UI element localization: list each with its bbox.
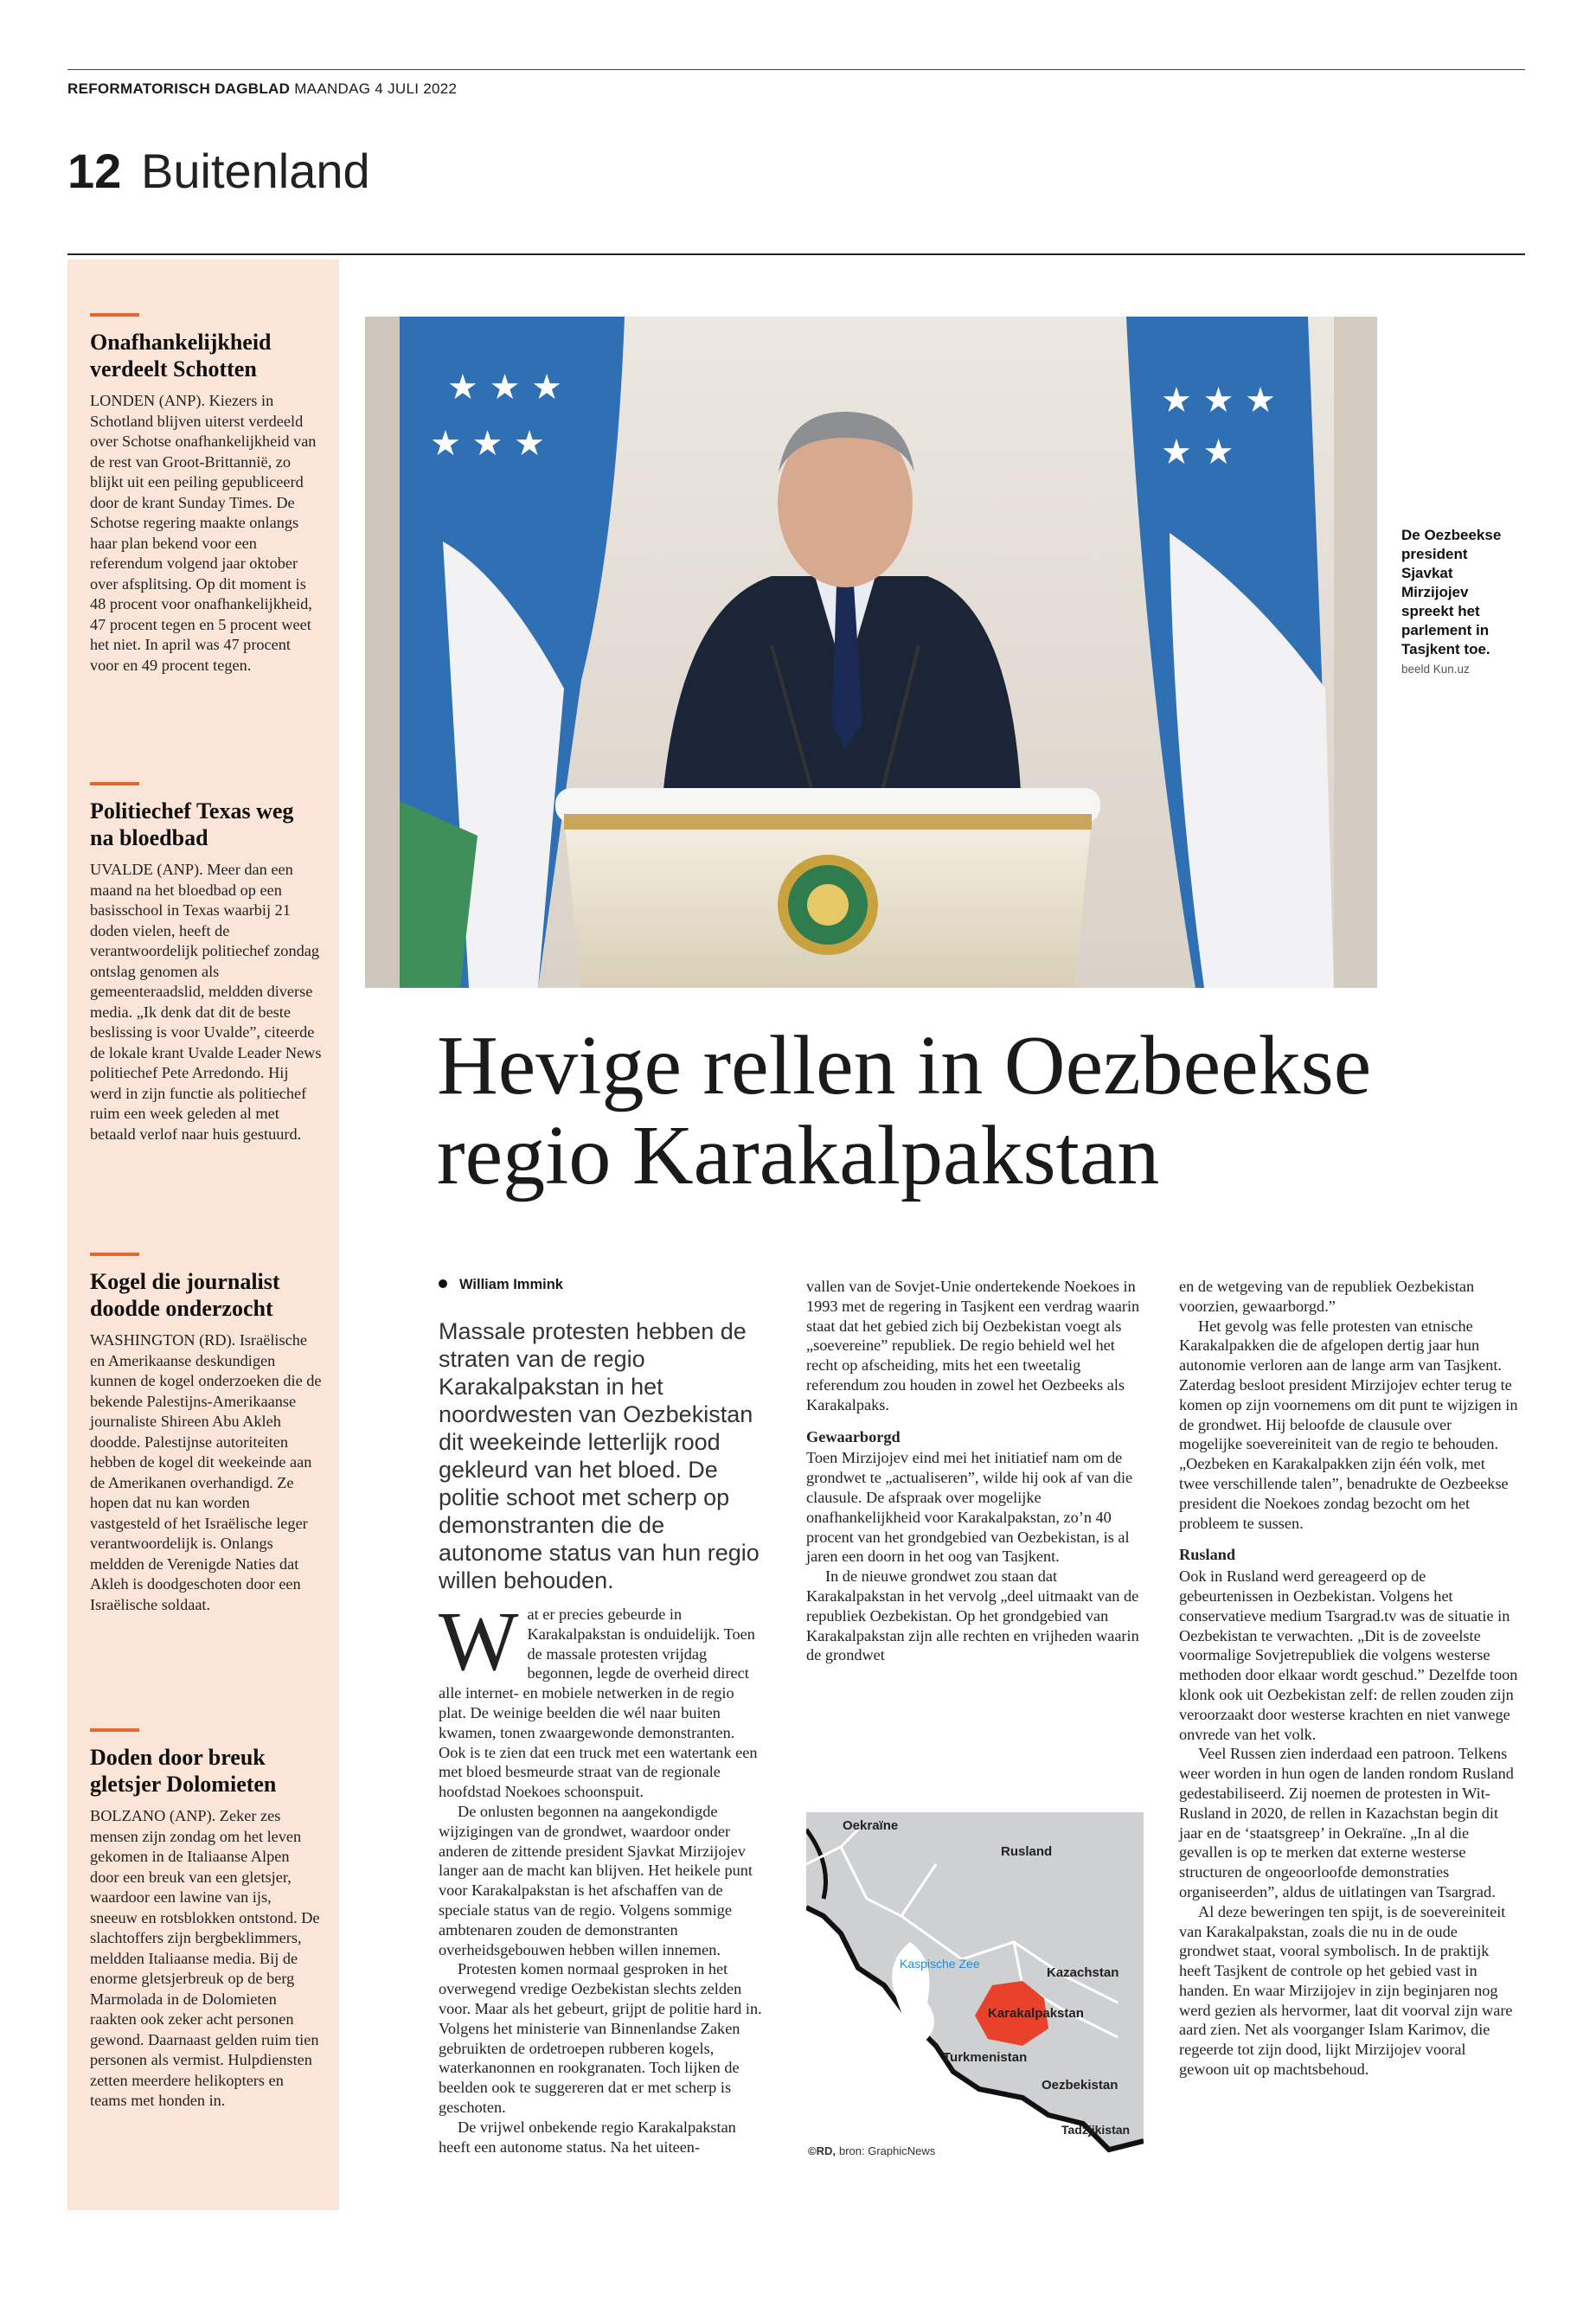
paragraph: Protesten komen normaal gesproken in het overwegend vredige Oezbekistan slechts zelden voor. Maar als het gebeurt, grijpt de politie hard in. Volgens het ministerie van Binnenlandse Zaken gebruikten de ordetroepen rubberen kogels, waterkanonnen en rookgranaten. Toch lijken de beelden ook te suggereren dat er met scherp is geschoten. (439, 1960, 762, 2116)
paragraph: Ook in Rusland werd gereageerd op de gebeurtenissen in Oezbekistan. Volgens het conservatieve medium Tsargrad.tv was de situatie in Oezbekistan te verwachten. „Dit is de zoveelste voormalige Sovjetrepubliek die volgens westerse methoden door elkaar wordt geschud.” Dezelfde toon klonk ook uit Oezbekistan zelf: de rellen zouden zijn veroorzaakt door westerse krachten en niet vanwege onvrede van het volk. (1179, 1567, 1518, 1743)
paragraph: Het gevolg was felle protesten van etnische Karakalpakken die de afgelopen dertig jaar hun autonomie verloren aan de lange arm van Tasjkent. Zaterdag besloot president Mirzijojev echter terug te komen op zijn voornemens om dit punt te wijzigen in de grondwet. Hij beloofde de clausule over mogelijke soevereiniteit van de regio te behouden. „Oezbeken en Karakalpakken zijn één volk, met twee verschillende talen”, benadrukte de Oezbeekse president die Noekoes zondag bezocht om het probleem te sussen. (1179, 1317, 1518, 1532)
page-number: 12 (67, 144, 122, 198)
masthead (67, 80, 457, 98)
label-kazakhstan: Kazachstan (1047, 1965, 1119, 1980)
label-caspian: Kaspische Zee (900, 1957, 980, 1971)
brief-item (90, 313, 322, 676)
label-ukraine: Oekraïne (843, 1818, 899, 1833)
brief-accent-bar (90, 782, 139, 785)
brief-accent-bar (90, 313, 139, 317)
brief-accent-bar (90, 1253, 139, 1256)
map-credit-source: bron: GraphicNews (838, 2144, 936, 2157)
paragraph: Toen Mirzijojev eind mei het initiatief nam om de grondwet te „actualiseren”, wilde hij ook af van die clausule. De afspraak over mogelijke onafhankelijkheid voor Karakalpakstan, zo’n 40 procent van het grondgebied van Oezbekistan, is al jaren een doorn in het oog van Tasjkent. (806, 1449, 1133, 1566)
paper-name: REFORMATORISCH DAGBLAD (67, 80, 291, 97)
section-title: Buitenland (141, 144, 370, 198)
paragraph: en de wetgeving van de republiek Oezbekistan voorzien, gewaarborgd.” (1179, 1278, 1475, 1315)
brief-body: WASHINGTON (RD). Israëlische en Amerikaanse deskundigen kunnen de kogel onderzoeken die de bekende Palestijns-Amerikaanse journaliste Shireen Abu Akleh doodde. Palestijnse autoriteiten hebben de kogel dit weekeinde aan de Amerikanen overhandigd. Ze hopen dat nu kan worden vastgesteld of het Israëlische leger verantwoordelijk is. Onlangs meldden de Verenigde Naties dat Akleh is doodgeschoten door een Israëlische soldaat. (90, 1331, 322, 1613)
subheading: Gewaarborgd (806, 1427, 901, 1445)
drop-cap: W (439, 1595, 519, 1689)
brief-body: UVALDE (ANP). Meer dan een maand na het bloedbad op een basisschool in Texas waarbij 21 doden vielen, heeft de verantwoordelijk politiechef zondag ontslag genomen als gemeenteraadslid, meldden diverse media. „Ik denk dat dit de beste beslissing is voor Uvalde”, citeerde de lokale krant Uvalde Leader News politiechef Pete Arredondo. Hij werd in zijn functie als politiechef ruim een week geleden al met betaald verlof naar huis gestuurd. (90, 861, 322, 1143)
brief-title: Kogel die journalist doodde onderzocht (90, 1269, 280, 1321)
photo-caption (1401, 526, 1522, 679)
brief-body: BOLZANO (ANP). Zeker zes mensen zijn zondag om het leven gekomen in de Italiaanse Alpen door een breuk van een gletsjer, waardoor een lawine van ijs, sneeuw en rotsblokken ontstond. De slachtoffers zijn bergbeklimmers, meldden Italiaanse media. Bij de enorme gletsjerbreuk op de berg Marmolada in de Dolomieten raakten ook zeker acht personen gewond. Daarnaast gelden ruim tien personen als vermist. Hulpdiensten zetten meerdere helikopters en teams met honden in. (90, 1807, 320, 2109)
paragraph: De vrijwel onbekende regio Karakalpakstan heeft een autonome status. Na het uiteen- (439, 2118, 736, 2156)
article-headline: Hevige rellen in Oezbeekse regio Karakalpakstan (437, 1019, 1372, 1202)
label-turkmenistan: Turkmenistan (943, 2050, 1028, 2065)
svg-text:★ ★ ★: ★ ★ ★ (430, 424, 546, 464)
brief-item (90, 782, 322, 1144)
photo-illustration (365, 317, 1377, 988)
caption-text: De Oezbeekse president Sjavkat Mirzijojev spreekt het parlement in Tasjkent toe. (1401, 527, 1502, 657)
label-russia: Rusland (1001, 1844, 1053, 1859)
author-name: William Immink (459, 1277, 563, 1292)
svg-text:★ ★ ★: ★ ★ ★ (447, 368, 563, 407)
article-intro: Massale protesten hebben de straten van de regio Karakalpakstan in het noordwesten van Oezbekistan dit weekeinde letterlijk rood gekleurd van het bloed. De politie schoot met scherp op demonstranten die de autonome status van hun regio willen behouden. (439, 1318, 760, 1593)
label-karakalpakstan: Karakalpakstan (988, 2006, 1084, 2021)
byline (439, 1277, 563, 1293)
president-photo (365, 317, 1377, 988)
paragraph: Veel Russen zien inderdaad een patroon. Telkens weer worden in hun ogen de landen rondom Rusland gedestabiliseerd. Zij noemen de protesten in Wit-Rusland in 2020, de rellen in Kazachstan begin dit jaar en de ‘staatsgreep’ in Oekraïne. „In al die gevallen is op te merken dat externe westerse structuren de ongeoorloofde demonstraties organiseerden”, aldus de uitlatingen van Tsargrad. (1179, 1745, 1514, 1900)
brief-title: Politiechef Texas weg na bloedbad (90, 798, 294, 850)
paragraph: vallen van de Sovjet-Unie ondertekende Noekoes in 1993 met de regering in Tasjkent een verdrag waarin staat dat het gebied zich bij Oezbekistan voegt als „soevereine” republiek. De regio behield wel het recht op afscheiding, mits het een tweetalig referendum zou houden in zowel het Oezbeeks als Karakalpaks. (806, 1278, 1140, 1413)
brief-item (90, 1253, 322, 1615)
paragraph: In de nieuwe grondwet zou staan dat Karakalpakstan in het vervolg „deel uitmaakt van de republiek Oezbekistan. Op het grondgebied van Karakalpakstan zijn alle rechten en vrijheden waarin de grondwet (806, 1567, 1139, 1664)
brief-title: Doden door breuk gletsjer Dolomieten (90, 1745, 277, 1797)
issue-date: MAANDAG 4 JULI 2022 (294, 80, 458, 97)
brief-accent-bar (90, 1728, 139, 1732)
svg-text:★ ★ ★: ★ ★ ★ (1161, 381, 1277, 420)
article-column-3 (1179, 1277, 1518, 2080)
brief-title: Onafhankelijkheid verdeelt Schotten (90, 330, 272, 381)
brief-body: LONDEN (ANP). Kiezers in Schotland blijven uiterst verdeeld over Schotse onafhankelijkheid van de rest van Groot-Brittannië, zo blijkt uit een peiling gepubliceerd door de krant Sunday Times. De Schotse regering maakte onlangs haar plan bekend voor een referendum volgend jaar oktober over afsplitsing. Op dit moment is 48 procent voor onafhankelijkheid, 47 procent tegen en 5 procent weet het niet. In april was 47 procent voor en 49 procent tegen. (90, 392, 317, 674)
map-credit-bold: ©RD, (808, 2144, 836, 2157)
news-briefs-sidebar (67, 260, 339, 2210)
brief-item (90, 1728, 322, 2112)
region-map (806, 1812, 1144, 2163)
section-rule (67, 253, 1525, 255)
map-graphic (806, 1812, 1144, 2163)
svg-text:★ ★: ★ ★ (1161, 433, 1234, 472)
map-credit (808, 2144, 936, 2157)
paragraph: De onlusten begonnen na aangekondigde wijzigingen van de grondwet, waardoor onder anderen de zittende president Sjavkat Mirzijojev langer aan de macht kan blijven. Het heikele punt voor Karakalpakstan is het afschaffen van de speciale status van de regio. Volgens sommige ambtenaren zouden de demonstranten overheidsgebouwen hebben willen innemen. (439, 1802, 753, 1958)
top-rule (67, 69, 1525, 70)
paragraph: at er precies gebeurde in Karakalpakstan is onduidelijk. Toen de massale protesten vrijdag begonnen, legde de overheid direct alle internet- en mobiele netwerken in de regio plat. De weinige beelden die wél naar buiten kwamen, tonen zwaargewonde demonstranten. Ook is te zien dat een truck met een watertank een met bloed besmeurde straat van de regionale hoofdstad Noekoes schoonspuit. (439, 1606, 758, 1801)
subheading: Rusland (1179, 1546, 1236, 1564)
label-tajikistan: Tadzjikistan (1061, 2123, 1131, 2137)
bullet-icon (439, 1279, 447, 1288)
paragraph: Al deze beweringen ten spijt, is de soevereiniteit van Karakalpakstan, zoals die nu in de oude grondwet staat, vooral symbolisch. In de praktijk heeft Tasjkent de controle op het gebied vast in handen. En waar Mirzijojev in zijn beginjaren nog werd gezien als hervormer, laat dit voorval zijn ware aard zien. Net als voorganger Islam Karimov, die regeerde tot zijn dood, lijkt Mirzijojev vooral gewoon uit op machtsbehoud. (1179, 1902, 1513, 2079)
photo-credit: beeld Kun.uz (1401, 663, 1470, 676)
label-uzbekistan: Oezbekistan (1042, 2078, 1118, 2093)
article-column-1 (439, 1595, 764, 2157)
article-column-2 (806, 1277, 1144, 1665)
